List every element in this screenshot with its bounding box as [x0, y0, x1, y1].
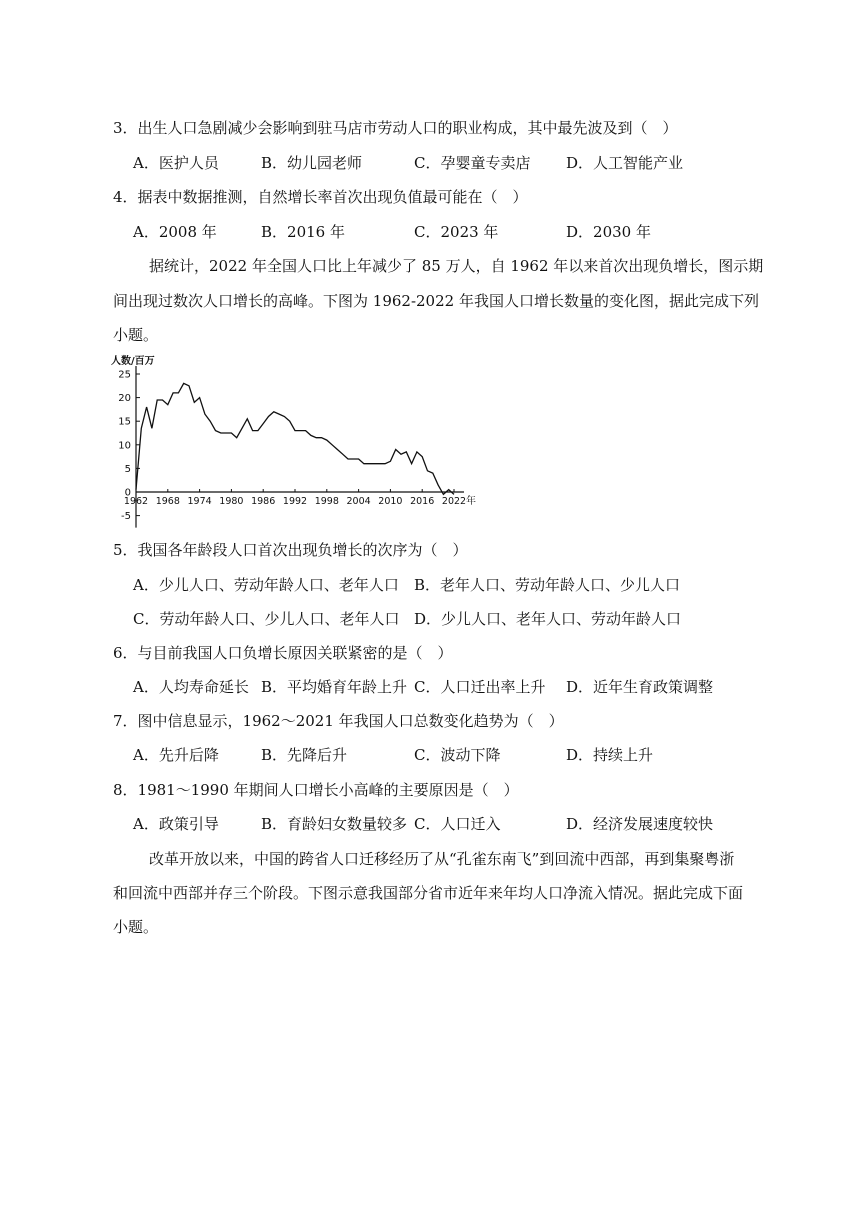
question-8-stem: 8．1981～1990 年期间人口增长小高峰的主要原因是（ ） [113, 781, 519, 799]
question-7-stem: 7．图中信息显示，1962～2021 年我国人口总数变化趋势为（ ） [113, 712, 564, 730]
option-b: B．育龄妇女数量较多 [261, 815, 408, 833]
option-b: B．2016 年 [261, 223, 345, 241]
x-tick-label: 2010 [378, 496, 403, 507]
option-a: A．少儿人口、劳动年龄人口、老年人口 [133, 576, 399, 594]
x-tick-label: 1962 [123, 496, 149, 507]
option-c: C．2023 年 [414, 223, 499, 241]
x-tick-label: 1986 [251, 496, 276, 507]
x-tick-label: 1974 [187, 496, 212, 507]
question-6-stem: 6．与目前我国人口负增长原因关联紧密的是（ ） [113, 644, 453, 662]
question-4-stem: 4．据表中数据推测，自然增长率首次出现负值最可能在（ ） [113, 188, 528, 206]
question-5-stem: 5．我国各年龄段人口首次出现负增长的次序为（ ） [113, 541, 468, 559]
intro2-line-2: 和回流中西部并存三个阶段。下图示意我国部分省市近年来年均人口净流入情况。据此完成下面 [113, 884, 744, 902]
series-line [136, 383, 454, 494]
x-tick-label: 2016 [410, 496, 435, 507]
x-tick-label: 1992 [282, 496, 308, 507]
option-a: A．2008 年 [133, 223, 217, 241]
y-tick-label: 0 [124, 487, 131, 499]
x-tick-label: 1980 [219, 496, 244, 507]
y-tick-label: 15 [118, 416, 131, 428]
option-d: D．人工智能产业 [566, 154, 684, 172]
y-tick-label: 25 [118, 369, 131, 381]
x-tick-label: 1998 [314, 496, 339, 507]
option-c: C．人口迁出率上升 [414, 678, 546, 696]
question-3-stem: 3．出生人口急剧减少会影响到驻马店市劳动人口的职业构成，其中最先波及到（ ） [113, 119, 678, 137]
intro1-line-2: 间出现过数次人口增长的高峰。下图为 1962-2022 年我国人口增长数量的变化图，据此完成下列 [113, 292, 759, 310]
option-c: C．人口迁入 [414, 815, 501, 833]
y-tick-label: -5 [121, 511, 131, 523]
option-d: D．少儿人口、老年人口、劳动年龄人口 [414, 610, 682, 628]
intro1-line-3: 小题。 [113, 326, 159, 344]
x-tick-label: 1968 [155, 496, 180, 507]
intro2-line-1: 改革开放以来，中国的跨省人口迁移经历了从“孔雀东南飞”到回流中西部，再到集聚粤浙 [149, 850, 735, 868]
x-axis-label: 年 [466, 496, 476, 507]
option-c: C．劳动年龄人口、少儿人口、老年人口 [133, 610, 400, 628]
option-a: A．先升后降 [133, 746, 219, 764]
option-c: C．波动下降 [414, 746, 501, 764]
x-tick-label: 2004 [346, 496, 371, 507]
intro1-line-1: 据统计，2022 年全国人口比上年减少了 85 万人，自 1962 年以来首次出现负增长，图示期 [149, 257, 764, 275]
option-a: A．医护人员 [133, 154, 219, 172]
option-a: A．人均寿命延长 [133, 678, 249, 696]
y-tick-label: 20 [118, 393, 131, 405]
option-d: D．2030 年 [566, 223, 651, 241]
option-c: C．孕婴童专卖店 [414, 154, 531, 172]
option-b: B．先降后升 [261, 746, 348, 764]
option-b: B．老年人口、劳动年龄人口、少儿人口 [414, 576, 681, 594]
option-d: D．经济发展速度较快 [566, 815, 714, 833]
intro2-line-3: 小题。 [113, 918, 159, 936]
option-b: B．平均婚育年龄上升 [261, 678, 408, 696]
option-a: A．政策引导 [133, 815, 219, 833]
y-axis-label: 人数/百万 [111, 356, 155, 367]
option-b: B．幼儿园老师 [261, 154, 363, 172]
option-d: D．持续上升 [566, 746, 654, 764]
option-d: D．近年生育政策调整 [566, 678, 714, 696]
x-tick-label: 2022 [441, 496, 467, 507]
y-tick-label: 10 [118, 440, 131, 452]
y-tick-label: 5 [124, 463, 131, 475]
population-growth-chart [108, 352, 488, 530]
